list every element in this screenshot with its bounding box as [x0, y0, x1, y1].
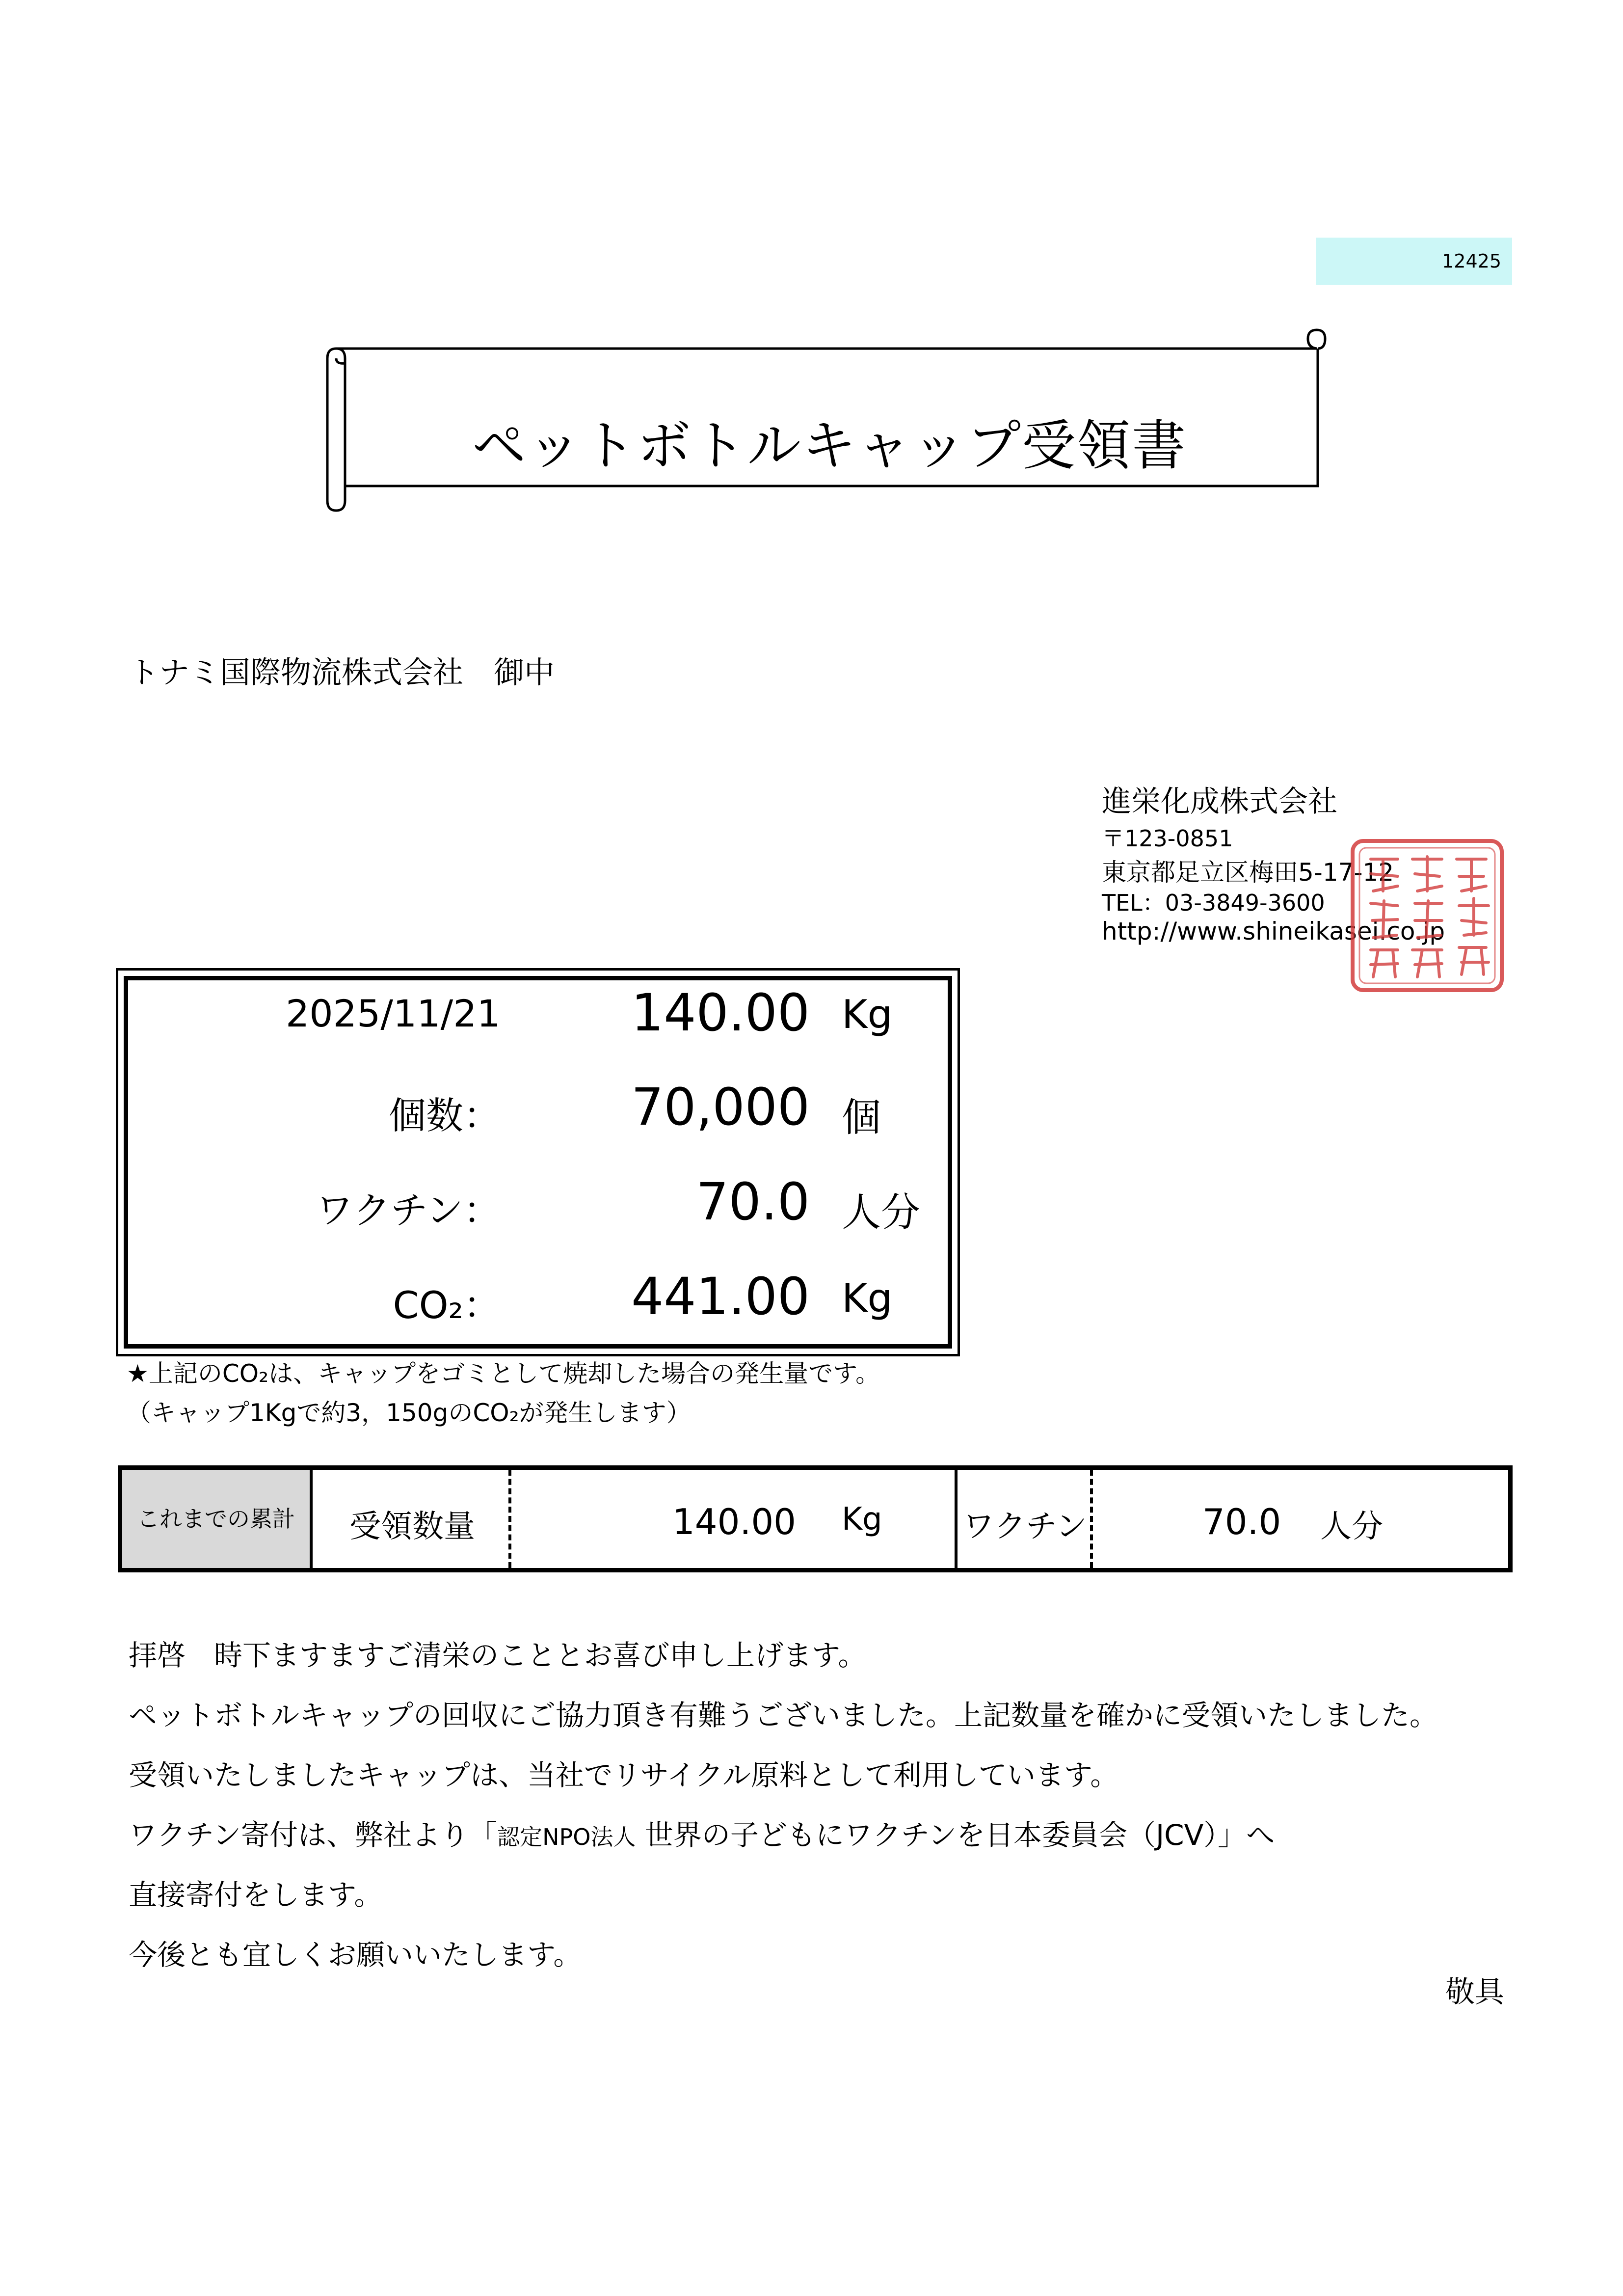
receipt-date: 2025/11/21 — [285, 992, 501, 1035]
cumulative-vaccine-label: ワクチン — [963, 1509, 1087, 1545]
receipt-count-label: 個数： — [389, 1094, 501, 1137]
receipt-vaccine-value: 70.0 — [696, 1172, 810, 1232]
company-seal — [1349, 837, 1506, 994]
body-line-3: 受領いたしましたキャップは、当社でリサイクル原料として利用しています。 — [129, 1758, 1119, 1792]
receipt-weight-unit: Kg — [842, 992, 893, 1037]
body-line-4 — [129, 1812, 1275, 1853]
receipt-count-value: 70,000 — [631, 1077, 810, 1137]
body-line-1: 拝啓 時下ますますご清栄のこととお喜び申し上げます。 — [129, 1639, 867, 1672]
receipt-vaccine-label: ワクチン： — [316, 1189, 501, 1232]
issuer-address: 東京都足立区梅田5-17-12 — [1102, 858, 1394, 887]
page-title: ペットボトルキャップ受領書 — [472, 414, 1187, 477]
cumulative-received-label: 受領数量 — [349, 1509, 475, 1545]
cumulative-divider-3 — [955, 1470, 958, 1568]
receipt-vaccine-unit: 人分 — [842, 1189, 920, 1235]
document-number: 12425 — [1316, 238, 1512, 285]
cumulative-label: これまでの累計 — [122, 1470, 310, 1568]
issuer-postal-code: 〒123-0851 — [1102, 825, 1233, 852]
cumulative-received-unit: Kg — [842, 1501, 882, 1538]
cumulative-vaccine-value: 70.0 — [1202, 1501, 1281, 1542]
issuer-url: http://www.shineikasei.co.jp — [1102, 917, 1445, 945]
co2-note-line-2: （キャップ1Kgで約3，150gのCO₂が発生します） — [127, 1399, 691, 1427]
receipt-co2-unit: Kg — [842, 1275, 893, 1321]
issuer-tel: TEL：03-3849-3600 — [1102, 890, 1325, 916]
cumulative-table — [118, 1465, 1513, 1572]
issuer-company: 進栄化成株式会社 — [1102, 784, 1337, 819]
recipient-name: トナミ国際物流株式会社 御中 — [129, 654, 555, 690]
body-line-6: 今後とも宜しくお願いいたします。 — [129, 1938, 582, 1972]
cumulative-divider-4 — [1090, 1470, 1093, 1568]
body-line-5: 直接寄付をします。 — [129, 1878, 383, 1912]
cumulative-vaccine-unit: 人分 — [1320, 1509, 1383, 1545]
receipt-co2-value: 441.00 — [631, 1267, 810, 1326]
body-line-2: ペットボトルキャップの回収にご協力頂き有難うございました。上記数量を確かに受領いたしました。 — [129, 1699, 1438, 1732]
cumulative-divider-2 — [508, 1470, 511, 1568]
cumulative-received-value: 140.00 — [672, 1501, 796, 1542]
closing-word: 敬具 — [1445, 1975, 1504, 2009]
body-line-4-post: 世界の子どもにワクチンを日本委員会（JCV）」へ — [636, 1818, 1275, 1852]
receipt-count-unit: 個 — [842, 1095, 881, 1140]
co2-note-line-1: ★上記のCO₂は、キャップをゴミとして焼却した場合の発生量です。 — [127, 1359, 880, 1388]
body-line-4-npo: 認定NPO法人 — [497, 1824, 636, 1850]
receipt-weight-value: 140.00 — [631, 983, 810, 1043]
receipt-co2-label: CO₂： — [393, 1283, 501, 1327]
body-line-4-pre: ワクチン寄付は、弊社より「 — [129, 1818, 498, 1852]
cumulative-divider-1 — [310, 1470, 313, 1568]
